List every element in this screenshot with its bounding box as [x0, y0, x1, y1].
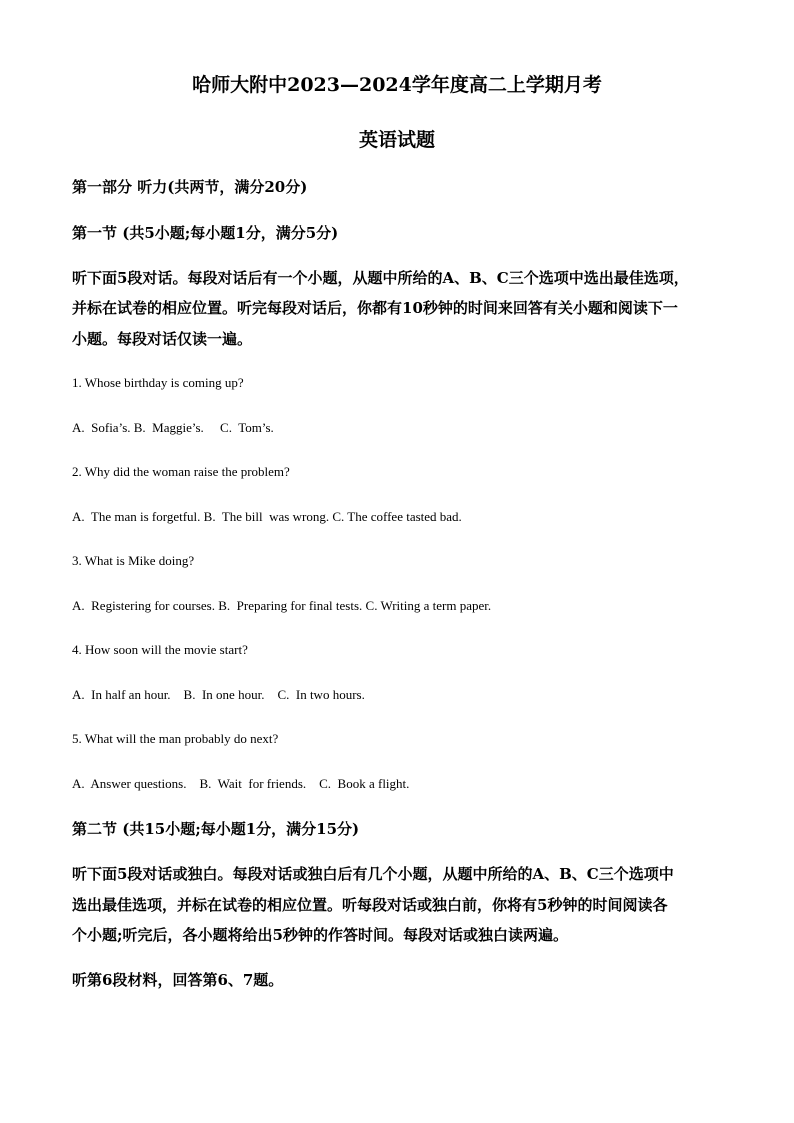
part1-heading: 第一部分 听力(共两节，满分20分)	[72, 178, 308, 196]
question-1: 1. Whose birthday is coming up?	[72, 375, 244, 390]
question-4: 4. How soon will the movie start?	[72, 642, 248, 657]
question-2-options: A. The man is forgetful. B. The bill was wrong. C. The coffee tasted bad.	[72, 509, 462, 524]
section2-instruction-line-3: 个小题;听完后，各小题将给出5秒钟的作答时间。每段对话或独白读两遍。	[72, 926, 568, 944]
question-5-options: A. Answer questions. B. Wait for friends. C. Book a flight.	[72, 776, 410, 791]
section2-instruction-line-2: 选出最佳选项，并标在试卷的相应位置。听每段对话或独白前，你将有5秒钟的时间阅读各	[72, 896, 668, 914]
question-3: 3. What is Mike doing?	[72, 553, 195, 568]
question-5: 5. What will the man probably do next?	[72, 731, 279, 746]
section2-heading: 第二节 (共15小题;每小题1分，满分15分)	[72, 820, 360, 838]
question-4-options: A. In half an hour. B. In one hour. C. In two hours.	[72, 687, 365, 702]
question-1-options: A. Sofia’s. B. Maggie’s. C. Tom’s.	[72, 420, 274, 435]
exam-subtitle: 英语试题	[358, 129, 435, 151]
section1-instruction-line-1: 听下面5段对话。每段对话后有一个小题，从题中所给的A、B、C三个选项中选出最佳选项，	[72, 269, 689, 287]
section2-instruction-line-1: 听下面5段对话或独白。每段对话或独白后有几个小题，从题中所给的A、B、C三个选项中	[72, 865, 674, 883]
material-note: 听第6段材料，回答第6、7题。	[72, 971, 284, 989]
question-2: 2. Why did the woman raise the problem?	[72, 464, 290, 479]
section1-instruction-line-2: 并标在试卷的相应位置。听完每段对话后，你都有10秒钟的时间来回答有关小题和阅读下一	[72, 299, 678, 317]
exam-title: 哈师大附中2023—2024学年度高二上学期月考	[192, 74, 602, 96]
question-3-options: A. Registering for courses. B. Preparing for final tests. C. Writing a term paper.	[72, 598, 492, 613]
section1-instruction-line-3: 小题。每段对话仅读一遍。	[72, 330, 253, 348]
section1-heading: 第一节 (共5小题;每小题1分，满分5分)	[72, 224, 339, 242]
